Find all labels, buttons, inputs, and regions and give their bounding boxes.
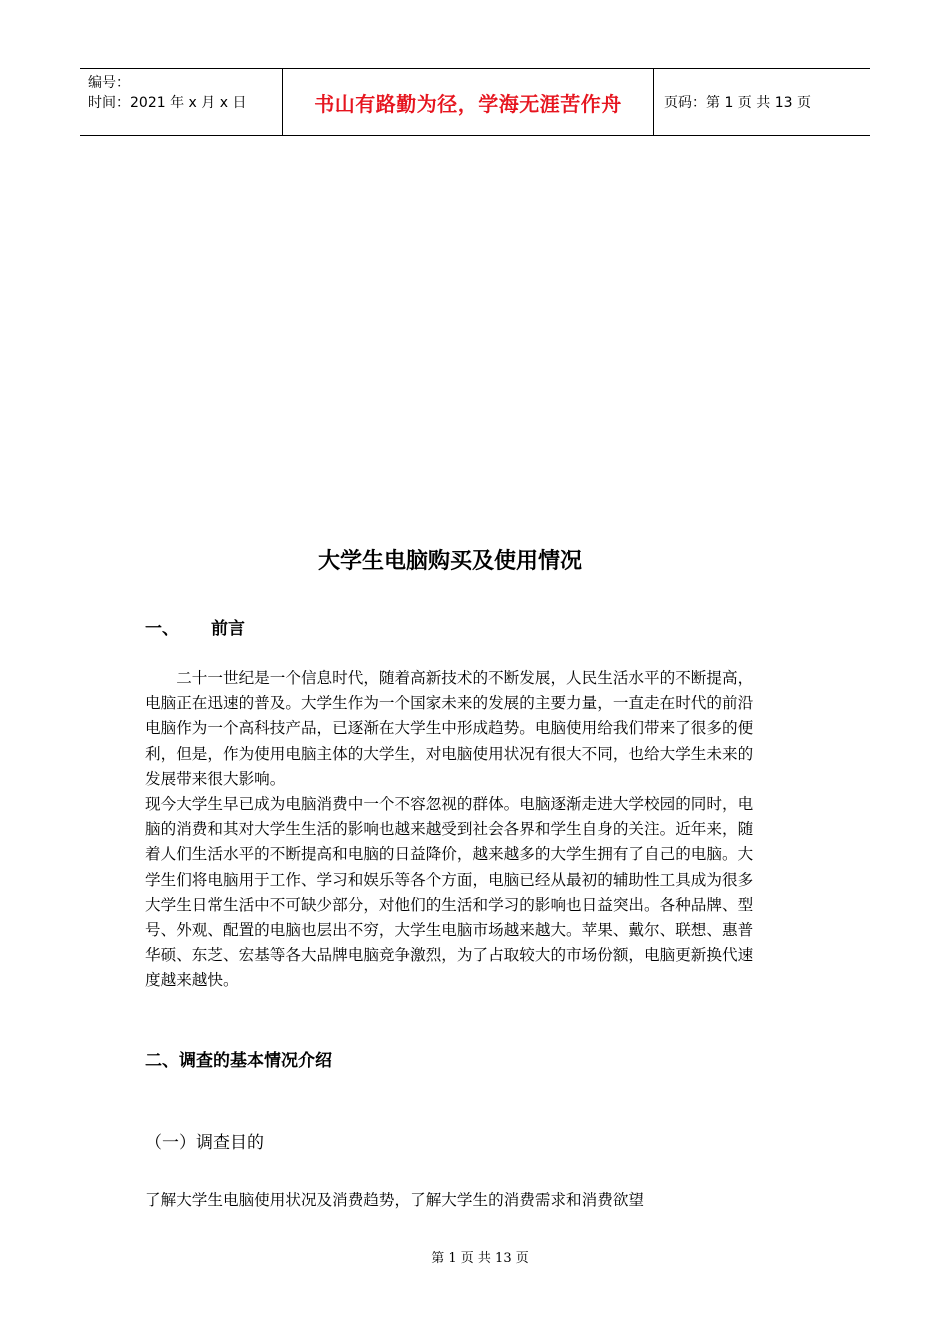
- paragraph-line: 现今大学生早已成为电脑消费中一个不容忽视的群体。电脑逐渐走进大学校园的同时，电: [145, 795, 754, 813]
- paragraph-line: 学生们将电脑用于工作、学习和娱乐等各个方面，电脑已经从最初的辅助性工具成为很多: [145, 870, 754, 889]
- paragraph-intro: [145, 666, 807, 792]
- paragraph-line: 华硕、东芝、宏基等各大品牌电脑竞争激烈，为了占取较大的市场份额，电脑更新换代速: [145, 946, 754, 965]
- section-number: 一、: [145, 619, 179, 639]
- paragraph-line: 利，但是，作为使用电脑主体的大学生，对电脑使用状况有很大不同，也给大学生未来的: [145, 744, 754, 763]
- paragraph-line: 电脑作为一个高科技产品，已逐渐在大学生中形成趋势。电脑使用给我们带来了很多的便: [145, 719, 754, 738]
- section-heading-preface: [145, 614, 245, 639]
- section-title: 前言: [211, 619, 245, 639]
- paragraph-line: 号、外观、配置的电脑也层出不穷，大学生电脑市场越来越大。苹果、戴尔、联想、惠普: [145, 921, 754, 940]
- page-footer: 第 1 页 共 13 页: [431, 1251, 529, 1266]
- subsection-heading-survey-purpose: （一）调查目的: [145, 1133, 264, 1153]
- document-date-label: 时间：2021 年 x 月 x 日: [88, 95, 247, 111]
- paragraph-line: 二十一世纪是一个信息时代，随着高新技术的不断发展，人民生活水平的不断提高，: [145, 669, 754, 687]
- paragraph-survey-purpose: [145, 1188, 807, 1213]
- paragraph-line: 脑的消费和其对大学生生活的影响也越来越受到社会各界和学生自身的关注。近年来，随: [145, 820, 754, 839]
- header-page-number: 页码：第 1 页 共 13 页: [664, 95, 811, 111]
- section-heading-survey-basics: 二、调查的基本情况介绍: [145, 1051, 332, 1071]
- document-number-label: 编号：: [88, 75, 130, 91]
- paragraph-line: 电脑正在迅速的普及。大学生作为一个国家未来的发展的主要力量，一直走在时代的前沿: [145, 694, 754, 713]
- page-header: [80, 68, 870, 136]
- paragraph-context: [145, 792, 807, 994]
- header-motto: 书山有路勤为径，学海无涯苦作舟: [282, 69, 654, 135]
- paragraph-line: 了解大学生电脑使用状况及消费趋势，了解大学生的消费需求和消费欲望: [145, 1191, 645, 1209]
- paragraph-line: 大学生日常生活中不可缺少部分，对他们的生活和学习的影响也日益突出。各种品牌、型: [145, 895, 754, 914]
- paragraph-line: 度越来越快。: [145, 971, 239, 990]
- header-info-cell: [80, 69, 282, 135]
- document-title: 大学生电脑购买及使用情况: [317, 549, 582, 574]
- paragraph-line: 发展带来很大影响。: [145, 769, 286, 788]
- paragraph-line: 着人们生活水平的不断提高和电脑的日益降价，越来越多的大学生拥有了自己的电脑。大: [145, 845, 754, 864]
